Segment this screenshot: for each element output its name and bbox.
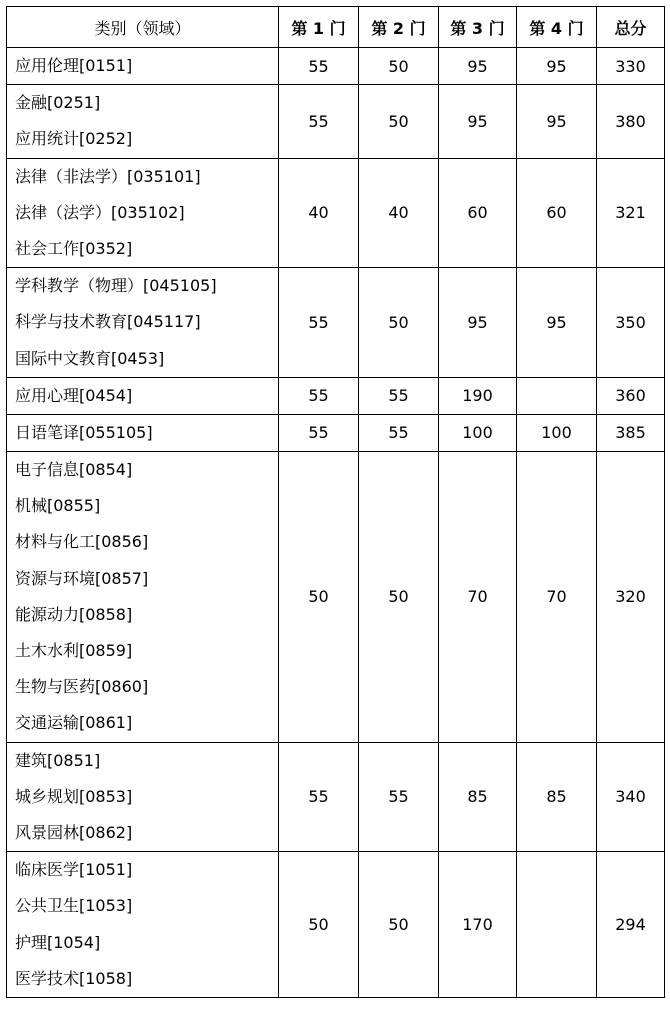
category-cell xyxy=(7,742,279,852)
category-item: 日语笔译[055105] xyxy=(15,422,153,442)
category-item: 公共卫生[1053] xyxy=(15,896,133,916)
category-item: 土木水利[0859] xyxy=(15,641,133,660)
category-item: 法律（非法学）[035101] xyxy=(15,166,201,186)
subject-2-score: 55 xyxy=(359,414,439,451)
subject-2-score: 50 xyxy=(359,85,439,158)
subject-3-score: 170 xyxy=(439,852,517,998)
table-row xyxy=(7,85,665,158)
table-row xyxy=(7,742,665,852)
category-item: 学科教学（物理）[045105] xyxy=(15,276,217,296)
subject-2-score: 50 xyxy=(359,48,439,85)
subject-2-score: 50 xyxy=(359,452,439,743)
subject-2-score: 55 xyxy=(359,742,439,852)
subject-4-score: 95 xyxy=(517,48,597,85)
category-item: 资源与环境[0857] xyxy=(15,568,149,588)
total-score: 321 xyxy=(597,158,665,268)
total-score: 385 xyxy=(597,414,665,451)
category-cell xyxy=(7,268,279,378)
subject-3-score: 95 xyxy=(439,85,517,158)
subject-2-score: 55 xyxy=(359,377,439,414)
subject-4-score: 100 xyxy=(517,414,597,451)
table-row xyxy=(7,377,665,414)
category-item: 机械[0855] xyxy=(15,496,101,516)
subject-1-score: 55 xyxy=(279,414,359,451)
category-item: 护理[1054] xyxy=(15,932,101,952)
table-row xyxy=(7,414,665,451)
category-item: 风景园林[0862] xyxy=(15,822,133,842)
category-cell xyxy=(7,377,279,414)
category-item: 电子信息[0854] xyxy=(15,460,133,480)
category-item: 国际中文教育[0453] xyxy=(15,348,165,368)
category-item: 科学与技术教育[045117] xyxy=(15,312,201,332)
category-item: 交通运输[0861] xyxy=(15,713,133,733)
category-cell xyxy=(7,414,279,451)
subject-4-score: 60 xyxy=(517,158,597,268)
subject-4-score: 95 xyxy=(517,85,597,158)
total-score: 330 xyxy=(597,48,665,85)
subject-4-score: 70 xyxy=(517,452,597,743)
table-row xyxy=(7,452,665,743)
subject-1-score: 55 xyxy=(279,377,359,414)
table-row xyxy=(7,852,665,998)
subject-2-score: 40 xyxy=(359,158,439,268)
category-item: 医学技术[1058] xyxy=(15,968,133,988)
category-item: 法律（法学）[035102] xyxy=(15,202,185,222)
category-cell xyxy=(7,158,279,268)
category-cell xyxy=(7,852,279,998)
subject-3-score: 95 xyxy=(439,48,517,85)
subject-2-score: 50 xyxy=(359,852,439,998)
category-item: 城乡规划[0853] xyxy=(15,786,133,806)
table-row xyxy=(7,268,665,378)
table-row xyxy=(7,158,665,268)
subject-3-score: 70 xyxy=(439,452,517,743)
category-item: 能源动力[0858] xyxy=(15,604,133,624)
subject-1-score: 55 xyxy=(279,268,359,378)
total-score: 320 xyxy=(597,452,665,743)
category-item: 金融[0251] xyxy=(15,93,101,113)
header-subject-4: 第 4 门 xyxy=(517,7,597,48)
category-item: 应用心理[0454] xyxy=(15,385,133,405)
subject-3-score: 60 xyxy=(439,158,517,268)
header-subject-1: 第 1 门 xyxy=(279,7,359,48)
subject-3-score: 95 xyxy=(439,268,517,378)
category-item: 临床医学[1051] xyxy=(15,860,133,880)
total-score: 380 xyxy=(597,85,665,158)
subject-1-score: 50 xyxy=(279,852,359,998)
subject-1-score: 40 xyxy=(279,158,359,268)
header-row xyxy=(7,7,665,48)
subject-3-score: 190 xyxy=(439,377,517,414)
header-subject-2: 第 2 门 xyxy=(359,7,439,48)
subject-1-score: 55 xyxy=(279,85,359,158)
total-score: 360 xyxy=(597,377,665,414)
category-cell xyxy=(7,85,279,158)
subject-4-score xyxy=(517,852,597,998)
category-item: 社会工作[0352] xyxy=(15,238,133,258)
score-table xyxy=(6,6,665,998)
header-subject-3: 第 3 门 xyxy=(439,7,517,48)
subject-3-score: 85 xyxy=(439,742,517,852)
subject-4-score: 85 xyxy=(517,742,597,852)
subject-1-score: 55 xyxy=(279,742,359,852)
category-item: 应用伦理[0151] xyxy=(15,56,133,75)
total-score: 340 xyxy=(597,742,665,852)
category-item: 材料与化工[0856] xyxy=(15,532,149,552)
subject-3-score: 100 xyxy=(439,414,517,451)
subject-2-score: 50 xyxy=(359,268,439,378)
category-item: 生物与医药[0860] xyxy=(15,677,149,697)
subject-1-score: 50 xyxy=(279,452,359,743)
category-cell xyxy=(7,48,279,85)
header-category: 类别（领域） xyxy=(7,7,279,48)
category-cell xyxy=(7,452,279,743)
table-row xyxy=(7,48,665,85)
category-item: 应用统计[0252] xyxy=(15,129,133,149)
total-score: 294 xyxy=(597,852,665,998)
subject-4-score xyxy=(517,377,597,414)
subject-4-score: 95 xyxy=(517,268,597,378)
total-score: 350 xyxy=(597,268,665,378)
header-total: 总分 xyxy=(597,7,665,48)
category-item: 建筑[0851] xyxy=(15,750,101,770)
subject-1-score: 55 xyxy=(279,48,359,85)
